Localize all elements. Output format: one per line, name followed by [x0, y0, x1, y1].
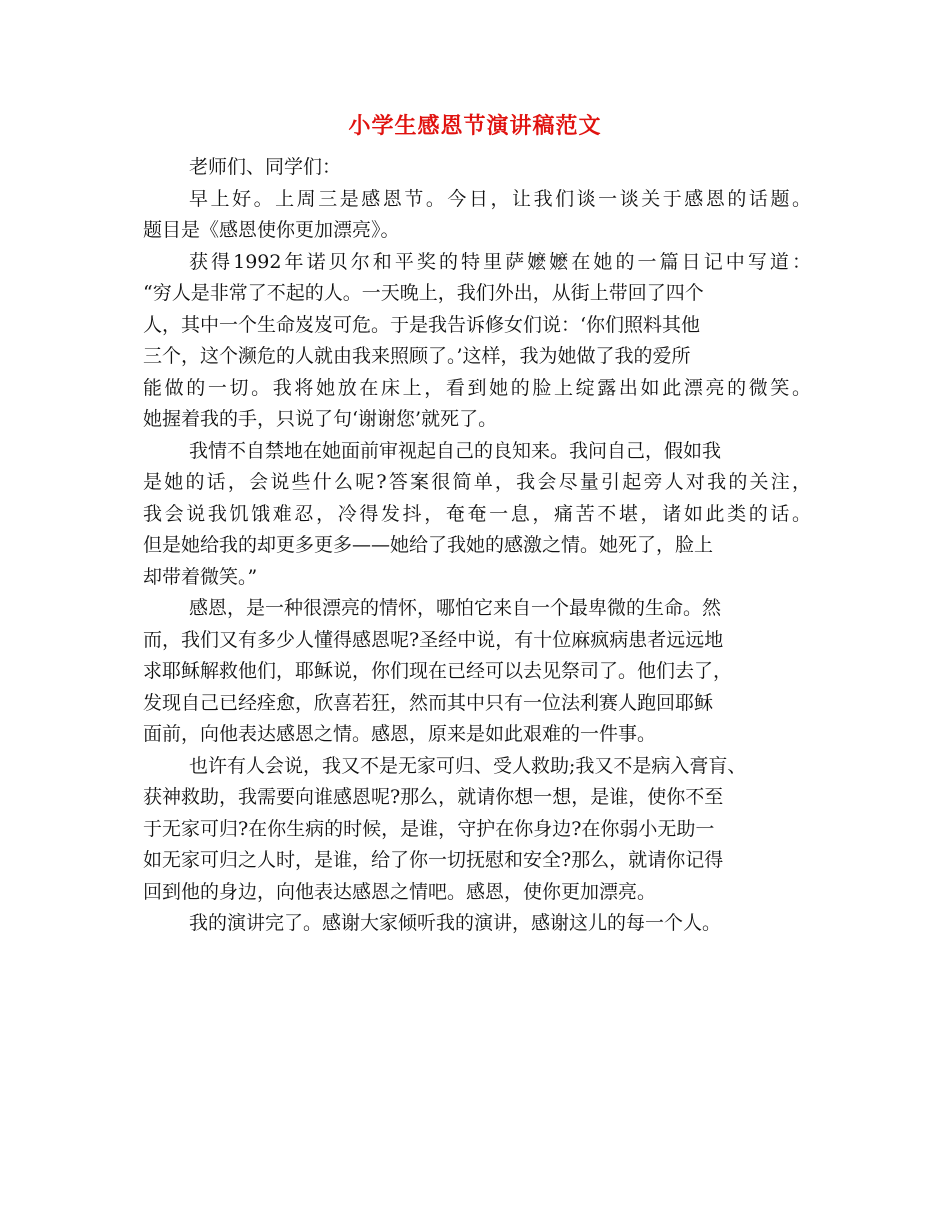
text-line: 也许有人会说，我又不是无家可归、受人救助;我又不是病入膏肓、: [189, 754, 747, 777]
text-line: 题目是《感恩使你更加漂亮》。: [143, 219, 400, 241]
text-line: 能做的一切。我将她放在床上，看到她的脸上绽露出如此漂亮的微笑。: [143, 376, 811, 399]
document-title: 小学生感恩节演讲稿范文: [348, 113, 602, 139]
text-line: 她握着我的手，只说了句‘谢谢您’就死了。: [143, 408, 498, 430]
text-line: 是她的话，会说些什么呢?答案很简单，我会尽量引起旁人对我的关注，: [143, 471, 811, 493]
text-line: 获神救助，我需要向谁感恩呢?那么，就请你想一想，是谁，使你不至: [143, 786, 724, 808]
text-line: 发现自己已经痊愈，欣喜若狂，然而其中只有一位法利赛人跑回耶稣: [143, 691, 714, 714]
text-line: 人，其中一个生命岌岌可危。于是我告诉修女们说：‘你们照料其他: [143, 313, 701, 336]
text-line: 早上好。上周三是感恩节。今日，让我们谈一谈关于感恩的话题。: [189, 187, 811, 210]
text-line: 面前，向他表达感恩之情。感恩，原来是如此艰难的一件事。: [143, 723, 657, 745]
text-line: 我情不自禁地在她面前审视起自己的良知来。我问自己，假如我: [189, 439, 722, 462]
text-line: 感恩，是一种很漂亮的情怀，哪怕它来自一个最卑微的生命。然: [189, 597, 722, 619]
text-line: 却带着微笑。”: [143, 565, 258, 588]
text-line: 我的演讲完了。感谢大家倾听我的演讲，感谢这儿的每一个人。: [189, 912, 722, 934]
text-line: 三个，这个濒危的人就由我来照顾了。’这样，我为她做了我的爱所: [143, 345, 691, 367]
text-line: “穷人是非常了不起的人。一天晚上，我们外出，从街上带回了四个: [143, 282, 704, 304]
text-line: 回到他的身边，向他表达感恩之情吧。感恩，使你更加漂亮。: [143, 880, 657, 903]
document-body: [143, 152, 811, 940]
text-line: 我会说我饥饿难忍，冷得发抖，奄奄一息，痛苦不堪，诸如此类的话。: [143, 502, 811, 525]
text-line: 获得1992年诺贝尔和平奖的特里萨嬷嬷在她的一篇日记中写道：: [189, 250, 811, 273]
text-line: 于无家可归?在你生病的时候，是谁，守护在你身边?在你弱小无助一: [143, 817, 715, 840]
text-line: 老师们、同学们：: [189, 156, 342, 178]
text-line: 但是她给我的却更多更多——她给了我她的感激之情。她死了，脸上: [143, 534, 714, 556]
text-line: 而，我们又有多少人懂得感恩呢?圣经中说，有十位麻疯病患者远远地: [143, 628, 724, 651]
text-line: 求耶稣解救他们，耶稣说，你们现在已经可以去见祭司了。他们去了，: [143, 660, 733, 682]
text-line: 如无家可归之人时，是谁，给了你一切抚慰和安全?那么，就请你记得: [143, 849, 724, 871]
